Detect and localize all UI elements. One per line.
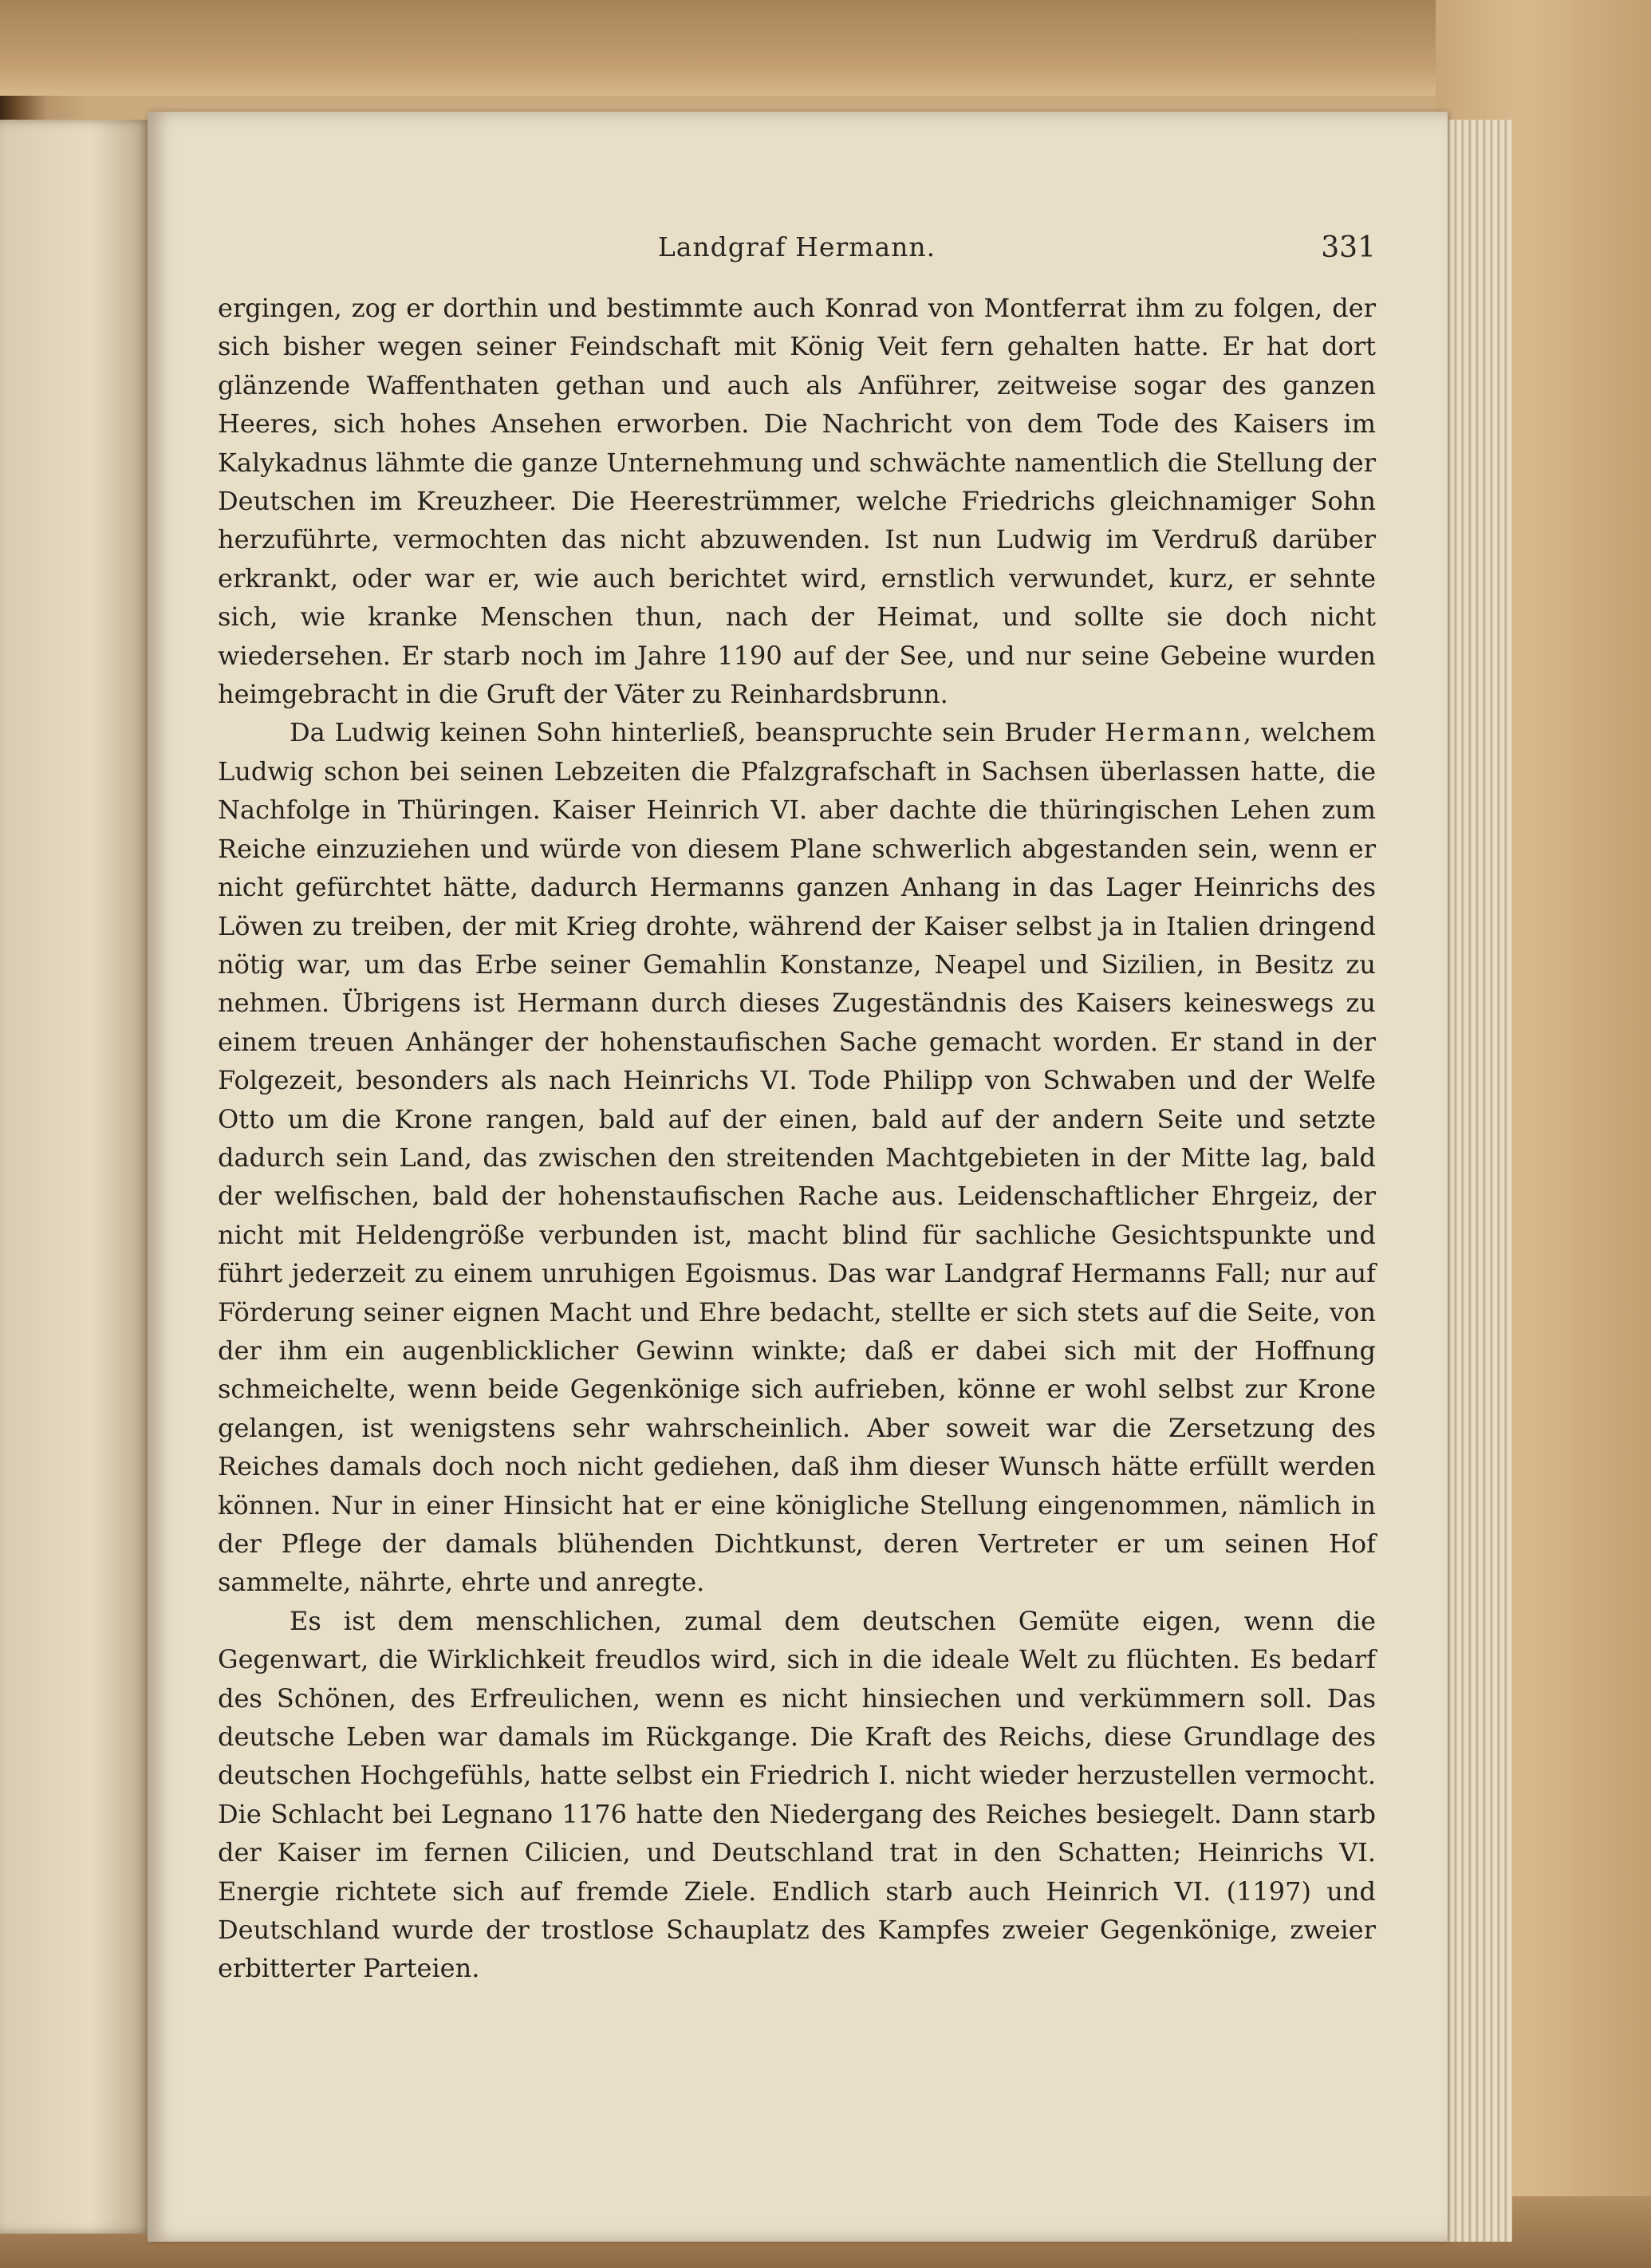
body-text [218,289,1376,1988]
previous-page-edge [0,120,152,2234]
page-number: 331 [1321,231,1376,264]
paragraph-2 [218,713,1376,1601]
running-head [218,231,1376,279]
book-cover-top [0,0,1651,96]
paragraph-1: ergingen, zog er dorthin und bestimmte auch Konrad von Montferrat ihm zu folgen, der sich bisher wegen seiner Feindschaft mit König Veit fern gehalten hatte. Er hat dort glänzende Waffenthaten gethan und auch als Anführer, zeitweise sogar des ganzen Heeres, sich hohes Ansehen erworben. Die Nachricht von dem Tode des Kaisers im Kalykadnus lähmte die ganze Unternehmung und schwächte namentlich die Stellung der Deutschen im Kreuzheer. Die Heerestrümmer, welche Friedrichs gleichnamiger Sohn herzuführte, vermochten das nicht abzuwenden. Ist nun Ludwig im Verdruß darüber erkrankt, oder war er, wie auch berichtet wird, ernstlich verwundet, kurz, er sehnte sich, wie kranke Menschen thun, nach der Heimat, und sollte sie doch nicht wiedersehen. Er starb noch im Jahre 1190 auf der See, und nur seine Gebeine wurden heimgebracht in die Gruft der Väter zu Reinhardsbrunn. [218,293,1376,710]
emphasized-name: Hermann [1104,717,1243,748]
paragraph-3: Es ist dem menschlichen, zumal dem deutschen Gemüte eigen, wenn die Gegenwart, die Wirklichkeit freudlos wird, sich in die ideale Welt zu flüchten. Es bedarf des Schönen, des Erfreulichen, wenn es nicht hinsiechen und verkümmern soll. Das deutsche Leben war damals im Rückgange. Die Kraft des Reichs, diese Grundlage des deutschen Hochgefühls, hatte selbst ein Friedrich I. nicht wieder herzustellen vermocht. Die Schlacht bei Legnano 1176 hatte den Niedergang des Reiches besiegelt. Dann starb der Kaiser im fernen Cilicien, und Deutschland trat in den Schatten; Heinrichs VI. Energie richtete sich auf fremde Ziele. Endlich starb auch Heinrich VI. (1197) und Deutschland wurde der trostlose Schauplatz des Kampfes zweier Gegenkönige, zweier erbitterter Parteien. [218,1605,1376,1984]
paragraph-2-start: Da Ludwig keinen Sohn hinterließ, beanspruchte sein Bruder [290,717,1096,748]
paragraph-2-rest: , welchem Ludwig schon bei seinen Lebzeiten die Pfalzgrafschaft in Sachsen überlassen hatte, die Nachfolge in Thüringen. Kaiser Heinrich VI. aber dachte die thüringischen Lehen zum Reiche einzuziehen und würde von diesem Plane schwerlich abgestanden sein, wenn er nicht gefürchtet hätte, dadurch Hermanns ganzen Anhang in das Lager Heinrichs des Löwen zu treiben, der mit Krieg drohte, während der Kaiser selbst ja in Italien dringend nötig war, um das Erbe seiner Gemahlin Konstanze, Neapel und Sizilien, in Besitz zu nehmen. Übrigens ist Hermann durch dieses Zugeständnis des Kaisers keineswegs zu einem treuen Anhänger der hohenstaufischen Sache gemacht worden. Er stand in der Folgezeit, besonders als nach Heinrichs VI. Tode Philipp von Schwaben und der Welfe Otto um die Krone rangen, bald auf der einen, bald auf der andern Seite und setzte dadurch sein Land, das zwischen den streitenden Machtgebieten in der Mitte lag, bald der welfischen, bald der hohenstaufischen Rache aus. Leidenschaftlicher Ehrgeiz, der nicht mit Heldengröße verbunden ist, macht blind für sachliche Gesichtspunkte und führt jederzeit zu einem unruhigen Egoismus. Das war Landgraf Hermanns Fall; nur auf Förderung seiner eignen Macht und Ehre bedacht, stellte er sich stets auf die Seite, von der ihm ein augenblicklicher Gewinn winkte; daß er dabei sich mit der Hoffnung schmeichelte, wenn beide Gegenkönige sich aufrieben, könne er wohl selbst zur Krone gelangen, ist wenigstens sehr wahrscheinlich. Aber soweit war die Zersetzung des Reiches damals doch noch nicht gediehen, daß ihm dieser Wunsch hätte erfüllt werden können. Nur in einer Hinsicht hat er eine königliche Stellung eingenommen, nämlich in der Pflege der damals blühenden Dichtkunst, deren Vertreter er um seinen Hof sammelte, nährte, ehrte und anregte. [218,717,1377,1598]
running-head-title: Landgraf Hermann. [657,231,936,262]
book-page [148,112,1448,2242]
